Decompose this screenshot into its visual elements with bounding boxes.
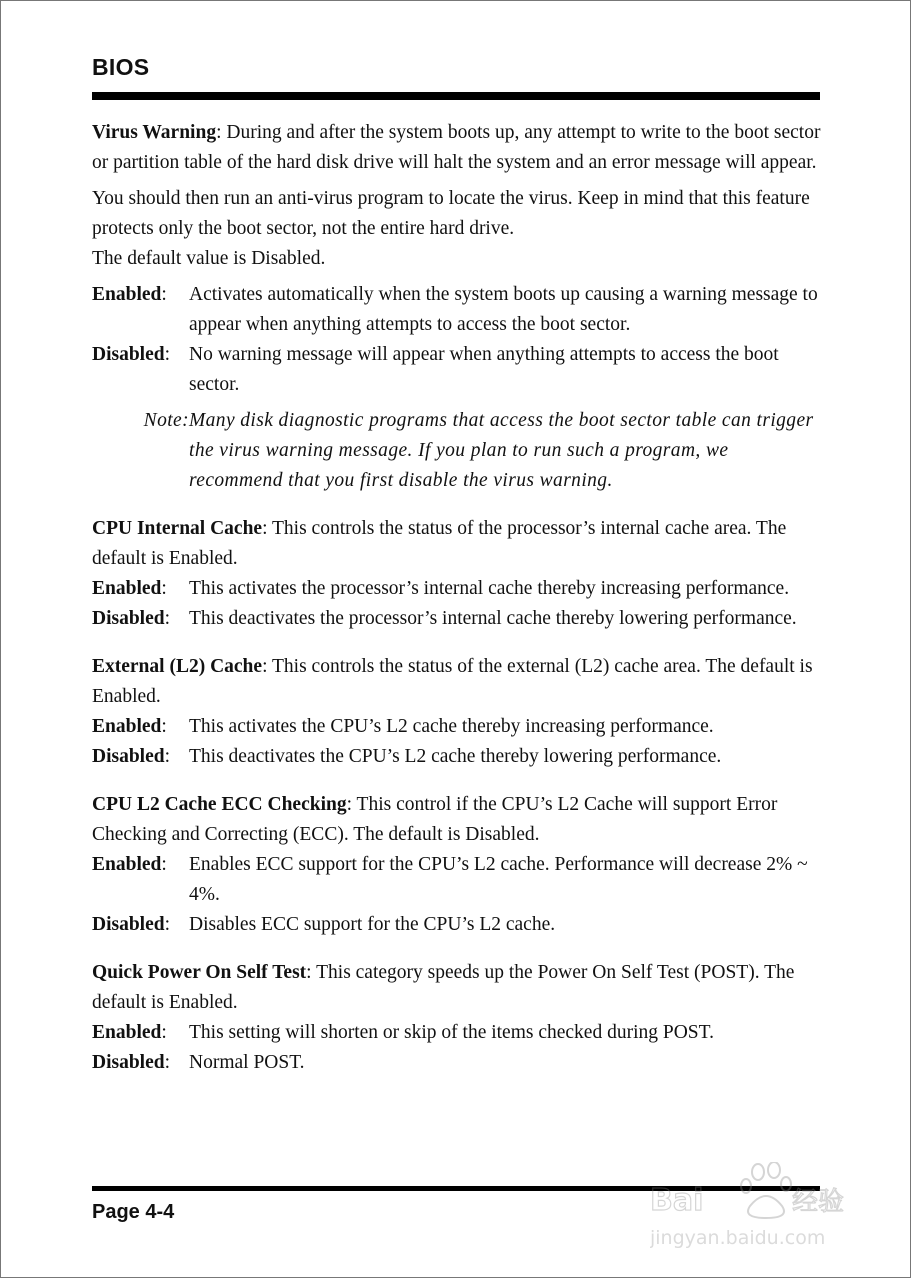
virus-warning-disabled-option: Disabled: No warning message will appear when anything attempts to access the boot sector.: [92, 340, 822, 400]
ecc-checking-enabled-option: Enabled: Enables ECC support for the CPU’s L2 cache. Performance will decrease 2% ~ 4%.: [92, 850, 822, 910]
quick-post-enabled-option: Enabled: This setting will shorten or skip of the items checked during POST.: [92, 1018, 822, 1048]
quick-post-disabled-option: Disabled: Normal POST.: [92, 1048, 822, 1078]
option-label: Disabled: [92, 1052, 165, 1073]
option-label: Enabled: [92, 578, 162, 599]
option-label: Enabled: [92, 716, 162, 737]
external-cache-intro-text: : This controls the status of the external (L2) cache area. The default is Enabled.: [92, 656, 813, 707]
ecc-checking-intro: [92, 790, 822, 850]
option-description: No warning message will appear when anything attempts to access the boot sector.: [189, 344, 779, 395]
svg-text:jingyan.baidu.com: jingyan.baidu.com: [650, 1227, 826, 1249]
baidu-watermark-logo: [650, 1162, 870, 1252]
option-label: Disabled: [92, 344, 165, 365]
cpu-internal-cache-intro: [92, 514, 822, 574]
svg-text:经验: 经验: [792, 1187, 845, 1217]
page-header-title: BIOS: [92, 54, 150, 80]
option-label: Enabled: [92, 284, 162, 305]
option-description: Disables ECC support for the CPU’s L2 cache.: [189, 914, 556, 935]
option-description: This deactivates the CPU’s L2 cache thereby lowering performance.: [189, 746, 722, 767]
option-description: Enables ECC support for the CPU’s L2 cache. Performance will decrease 2% ~ 4%.: [189, 854, 808, 905]
option-label: Disabled: [92, 914, 165, 935]
virus-warning-term: Virus Warning: [92, 122, 217, 143]
ecc-checking-intro-text: : This control if the CPU’s L2 Cache will support Error Checking and Correcting (ECC). The default is Disabled.: [92, 794, 778, 845]
cpu-internal-cache-intro-text: : This controls the status of the processor’s internal cache area. The default is Enabled.: [92, 518, 787, 569]
option-description: This deactivates the processor’s internal cache thereby lowering performance.: [189, 608, 797, 629]
external-cache-disabled-option: Disabled: This deactivates the CPU’s L2 cache thereby lowering performance.: [92, 742, 822, 772]
document-body: [92, 118, 822, 1078]
note-text: Many disk diagnostic programs that access the boot sector table can trigger the virus warning message. If you plan to run such a program, we recommend that you first disable the virus warning.: [189, 410, 814, 491]
ecc-checking-term: CPU L2 Cache ECC Checking: [92, 794, 347, 815]
option-label: Disabled: [92, 746, 165, 767]
external-cache-intro: [92, 652, 822, 712]
virus-warning-para-2: You should then run an anti-virus program to locate the virus. Keep in mind that this feature protects only the boot sector, not the entire hard drive.: [92, 188, 810, 239]
header-rule: [92, 92, 820, 100]
option-label: Disabled: [92, 608, 165, 629]
virus-warning-intro-text: : During and after the system boots up, any attempt to write to the boot sector or partition table of the hard disk drive will halt the system and an error message will appear.: [92, 122, 821, 173]
virus-warning-intro: [92, 118, 822, 178]
cpu-internal-cache-term: CPU Internal Cache: [92, 518, 263, 539]
virus-warning-default: The default value is Disabled.: [92, 248, 326, 269]
ecc-checking-disabled-option: Disabled: Disables ECC support for the CPU’s L2 cache.: [92, 910, 822, 940]
note-label: Note:: [143, 410, 189, 431]
cpu-internal-cache-enabled-option: Enabled: This activates the processor’s internal cache thereby increasing performance.: [92, 574, 822, 604]
quick-post-intro: [92, 958, 822, 1018]
external-cache-enabled-option: Enabled: This activates the CPU’s L2 cache thereby increasing performance.: [92, 712, 822, 742]
quick-post-term: Quick Power On Self Test: [92, 962, 307, 983]
svg-text:Bai: Bai: [650, 1183, 704, 1218]
option-description: This activates the CPU’s L2 cache thereby increasing performance.: [189, 716, 714, 737]
option-label: Enabled: [92, 1022, 162, 1043]
quick-post-intro-text: : This category speeds up the Power On Self Test (POST). The default is Enabled.: [92, 962, 795, 1013]
option-description: Normal POST.: [189, 1052, 305, 1073]
option-description: This activates the processor’s internal cache thereby increasing performance.: [189, 578, 790, 599]
cpu-internal-cache-disabled-option: Disabled: This deactivates the processor’s internal cache thereby lowering performance.: [92, 604, 822, 634]
option-description: Activates automatically when the system boots up causing a warning message to appear when anything attempts to access the boot sector.: [189, 284, 818, 335]
virus-warning-enabled-option: Enabled: Activates automatically when the system boots up causing a warning message to appear when anything attempts to access the boot sector.: [92, 280, 822, 340]
page-number: Page 4-4: [92, 1201, 175, 1223]
virus-warning-note: [92, 406, 822, 496]
option-label: Enabled: [92, 854, 162, 875]
external-cache-term: External (L2) Cache: [92, 656, 263, 677]
option-description: This setting will shorten or skip of the items checked during POST.: [189, 1022, 714, 1043]
